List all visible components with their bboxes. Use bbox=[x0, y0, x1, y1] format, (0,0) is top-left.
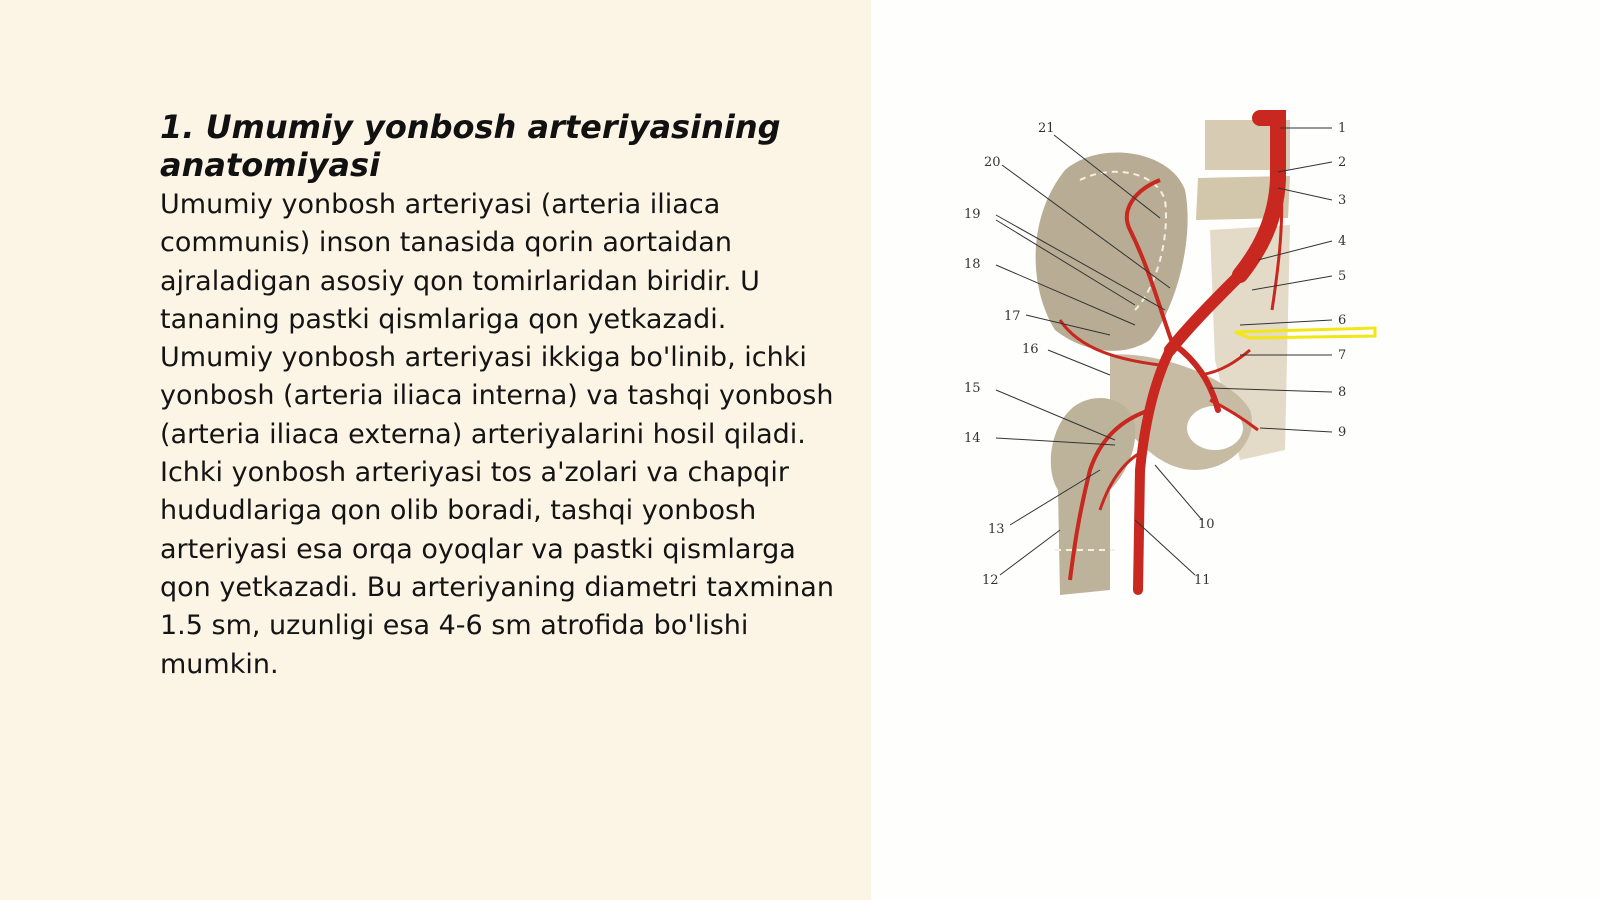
figure-label: 17 bbox=[1004, 309, 1021, 324]
figure-label: 4 bbox=[1338, 234, 1347, 249]
femur-bone-shape bbox=[1051, 398, 1136, 595]
iliac-artery-illustration bbox=[960, 110, 1410, 610]
figure-label: 6 bbox=[1338, 313, 1347, 328]
figure-label: 14 bbox=[964, 431, 981, 446]
figure-label: 13 bbox=[988, 522, 1005, 537]
figure-label: 18 bbox=[964, 257, 981, 272]
figure-label: 1 bbox=[1338, 121, 1347, 136]
figure-label: 11 bbox=[1194, 573, 1211, 588]
figure-label: 3 bbox=[1338, 193, 1347, 208]
figure-label: 19 bbox=[964, 207, 981, 222]
slide-body-text: Umumiy yonbosh arteriyasi (arteria iliaca communis) inson tanasida qorin aortaidan ajraladigan asosiy qon tomirlaridan biridir. U tananing pastki qismlariga qon yetkazadi. Umumiy yonbosh arteriyasi ikkiga bo'linib, ichki yonbosh (arteria iliaca interna) va tashqi yonbosh (arteria iliaca externa) arteriyalarini hosil qiladi. Ichki yonbosh arteriyasi tos a'zolari va chapqir hududlariga qon olib boradi, tashqi yonbosh arteriyasi esa orqa oyoqlar va pastki qismlarga qon yetkazadi. Bu arteriyaning diametri taxminan 1.5 sm, uzunligi esa 4-6 sm atrofida bo'lishi mumkin. bbox=[160, 189, 834, 680]
figure-label: 2 bbox=[1338, 155, 1347, 170]
figure-label: 15 bbox=[964, 381, 981, 396]
figure-label: 16 bbox=[1022, 342, 1039, 357]
figure-label: 12 bbox=[982, 573, 999, 588]
figure-label: 8 bbox=[1338, 385, 1347, 400]
figure-label: 9 bbox=[1338, 425, 1347, 440]
figure-label: 7 bbox=[1338, 348, 1347, 363]
figure-label: 21 bbox=[1038, 121, 1055, 136]
figure-label: 5 bbox=[1338, 269, 1347, 284]
slide-title: 1. Umumiy yonbosh arteriyasining anatomiyasi bbox=[160, 108, 781, 184]
figure-label: 10 bbox=[1198, 517, 1215, 532]
figure-label: 20 bbox=[984, 155, 1001, 170]
